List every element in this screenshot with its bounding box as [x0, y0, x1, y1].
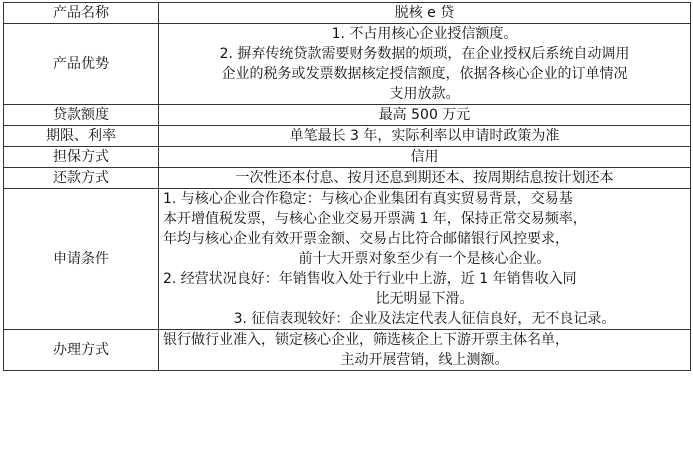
advantages-line: 2. 摒弃传统贷款需要财务数据的烦琐，在企业授权后系统自动调用	[219, 46, 630, 62]
conditions-line: 年均与核心企业有效开票金额、交易占比符合邮储银行风控要求，	[163, 231, 569, 247]
table-row-advantages	[4, 24, 691, 105]
conditions-line: 比无明显下滑。	[375, 291, 474, 307]
product-name-label: 产品名称	[4, 3, 159, 24]
repayment-label: 还款方式	[4, 168, 159, 189]
table-row-guarantee	[4, 147, 691, 168]
guarantee-label: 担保方式	[4, 147, 159, 168]
conditions-line: 2. 经营状况良好：年销售收入处于行业中上游，近 1 年销售收入同	[163, 271, 577, 287]
table-row-product-name	[4, 3, 691, 24]
table-row-conditions	[4, 189, 691, 330]
process-line: 银行做行业准入，锁定核心企业，筛选核企上下游开票主体名单，	[163, 332, 569, 348]
table-row-process	[4, 330, 691, 371]
table-row-amount	[4, 105, 691, 126]
conditions-line: 1. 与核心企业合作稳定：与核心企业集团有真实贸易背景，交易基	[163, 191, 573, 207]
conditions-value	[159, 189, 691, 330]
guarantee-value: 信用	[159, 147, 691, 168]
product-info-table	[3, 2, 691, 371]
conditions-line: 3. 征信表现较好：企业及法定代表人征信良好，无不良记录。	[233, 311, 616, 327]
term-label: 期限、利率	[4, 126, 159, 147]
advantages-line: 企业的税务或发票数据核定授信额度，依据各核心企业的订单情况	[221, 66, 628, 82]
process-value	[159, 330, 691, 371]
table-row-repayment	[4, 168, 691, 189]
amount-label: 贷款额度	[4, 105, 159, 126]
advantages-line: 支用放款。	[389, 86, 460, 102]
conditions-line: 本开增值税发票，与核心企业交易开票满 1 年，保持正常交易频率，	[163, 211, 587, 227]
advantages-value	[159, 24, 691, 105]
repayment-value: 一次性还本付息、按月还息到期还本、按周期结息按计划还本	[159, 168, 691, 189]
term-value: 单笔最长 3 年，实际利率以申请时政策为准	[159, 126, 691, 147]
process-line: 主动开展营销，线上测额。	[340, 352, 509, 368]
product-name-value: 脱核 e 贷	[159, 3, 691, 24]
conditions-label: 申请条件	[4, 189, 159, 330]
advantages-label: 产品优势	[4, 24, 159, 105]
process-label: 办理方式	[4, 330, 159, 371]
advantages-line: 1. 不占用核心企业授信额度。	[331, 26, 518, 42]
amount-value: 最高 500 万元	[159, 105, 691, 126]
conditions-line: 前十大开票对象至少有一个是核心企业。	[298, 251, 551, 267]
table-row-term	[4, 126, 691, 147]
